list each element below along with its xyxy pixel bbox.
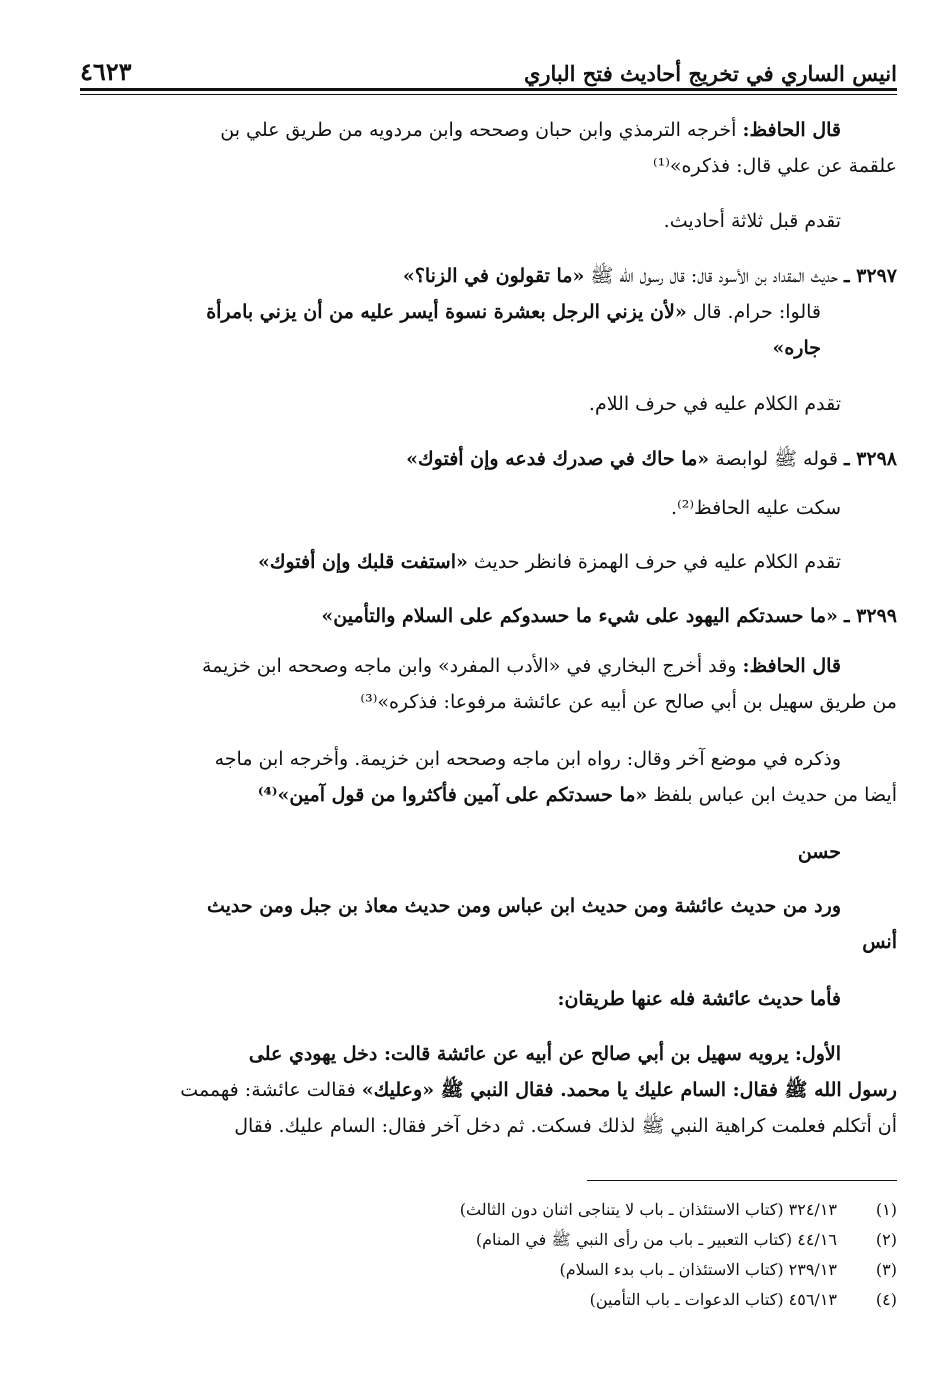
footnote-text: ٢٣٩/١٣ (كتاب الاستئذان ـ باب بدء السلام) bbox=[559, 1260, 837, 1279]
text-line: وذكره في موضع آخر وقال: رواه ابن ماجه وصححه ابن خزيمة. وأخرجه ابن ماجه bbox=[214, 748, 841, 770]
speaker-label: الأول: bbox=[794, 1043, 841, 1065]
text-line: أنس bbox=[862, 931, 897, 953]
grade-hasan bbox=[80, 834, 897, 870]
page-number: ٤٦٢٣ bbox=[80, 57, 132, 86]
hadith-quote: «ما حسدتكم على آمين فأكثروا من قول آمين»⁽⁴⁾ bbox=[257, 784, 648, 806]
hadith-quote: «ما حاك في صدرك فدعه وإن أفتوك» bbox=[406, 448, 710, 470]
paragraph-note bbox=[80, 490, 897, 526]
text-line: أخرجه الترمذي وابن حبان وصححه وابن مردويه من طريق علي بن bbox=[220, 119, 737, 141]
hadith-quote: «ما حسدتكم اليهود على شيء ما حسدوكم على السلام والتأمين» bbox=[321, 605, 838, 627]
text-line: رسول الله ﷺ فقال: السام عليك يا محمد. فقال النبي ﷺ «وعليك» bbox=[361, 1079, 897, 1101]
paragraph-dhikr bbox=[80, 741, 897, 813]
paragraph-qal-alhafiz-2 bbox=[80, 648, 897, 720]
text-line: ورد من حديث عائشة ومن حديث ابن عباس ومن حديث معاذ بن جبل ومن حديث bbox=[206, 895, 841, 917]
hadith-quote: جاره» bbox=[772, 337, 821, 359]
text-line: من طريق سهيل بن أبي صالح عن أبيه عن عائشة مرفوعا: فذكره»⁽³⁾ bbox=[360, 691, 897, 713]
footnote-number: (٢) bbox=[875, 1230, 897, 1249]
grade-label: حسن bbox=[797, 841, 841, 863]
hadith-intro: حديث المقداد بن الأسود قال: قال رسول الله ﷺ bbox=[590, 265, 838, 287]
footnote-number: (٤) bbox=[875, 1290, 897, 1309]
text-line: تقدم الكلام عليه في حرف اللام. bbox=[588, 393, 841, 415]
paragraph-note bbox=[80, 544, 897, 580]
paragraph-note bbox=[80, 203, 897, 239]
text-line: وقد أخرج البخاري في «الأدب المفرد» وابن ماجه وصححه ابن خزيمة bbox=[202, 655, 737, 677]
footnote-text: ٣٢٤/١٣ (كتاب الاستئذان ـ باب لا يتناجى اثنان دون الثالث) bbox=[459, 1200, 837, 1219]
footnote-item bbox=[80, 1255, 897, 1285]
hadith-quote: «ما تقولون في الزنا؟» bbox=[402, 265, 585, 287]
footnote-item bbox=[80, 1225, 897, 1255]
hadith-quote: «لأن يزني الرجل بعشرة نسوة أيسر عليه من أن يزني بامرأة bbox=[206, 301, 687, 323]
speaker-label: قال الحافظ: bbox=[742, 119, 841, 141]
hadith-number: ٣٢٩٧ ـ bbox=[843, 265, 897, 287]
paragraph-qal-alhafiz-1 bbox=[80, 112, 897, 184]
footnote-rule bbox=[587, 1180, 897, 1181]
hadith-3297 bbox=[80, 258, 897, 366]
book-title: انيس الساري في تخريج أحاديث فتح الباري bbox=[523, 61, 897, 86]
text-line: يرويه سهيل بن أبي صالح عن أبيه عن عائشة قالت: دخل يهودي على bbox=[248, 1043, 789, 1065]
footnotes bbox=[80, 1195, 897, 1315]
paragraph-amma bbox=[80, 981, 897, 1017]
hadith-3298 bbox=[80, 441, 897, 477]
paragraph-awwal bbox=[80, 1036, 897, 1144]
text-line: علقمة عن علي قال: فذكره»⁽¹⁾ bbox=[652, 155, 897, 177]
footnote-number: (١) bbox=[875, 1200, 897, 1219]
text-line: سكت عليه الحافظ⁽²⁾. bbox=[671, 497, 841, 519]
paragraph-warada bbox=[80, 888, 897, 960]
text-line: فقالت عائشة: فهممت bbox=[180, 1079, 356, 1101]
text-line: تقدم الكلام عليه في حرف الهمزة فانظر حديث bbox=[473, 551, 841, 573]
footnote-item bbox=[80, 1285, 897, 1315]
footnote-text: ٤٥٦/١٣ (كتاب الدعوات ـ باب التأمين) bbox=[589, 1290, 837, 1309]
text-line: قالوا: حرام. قال bbox=[692, 301, 821, 323]
text-line: أيضا من حديث ابن عباس بلفظ bbox=[653, 784, 897, 806]
paragraph-note bbox=[80, 386, 897, 422]
text-line: أن أتكلم فعلمت كراهية النبي ﷺ لذلك فسكت. ثم دخل آخر فقال: السام عليك. فقال bbox=[234, 1115, 897, 1137]
header-rule-thick bbox=[80, 88, 897, 91]
hadith-3299 bbox=[80, 598, 897, 634]
footnote-text: ٤٤/١٦ (كتاب التعبير ـ باب من رأى النبي ﷺ في المنام) bbox=[475, 1230, 837, 1249]
speaker-label: قال الحافظ: bbox=[742, 655, 841, 677]
hadith-quote: «استفت قلبك وإن أفتوك» bbox=[257, 551, 468, 573]
running-header bbox=[80, 50, 897, 86]
footnote-item bbox=[80, 1195, 897, 1225]
text-line: تقدم قبل ثلاثة أحاديث. bbox=[663, 210, 841, 232]
text-line: فأما حديث عائشة فله عنها طريقان: bbox=[557, 988, 841, 1010]
footnote-number: (٣) bbox=[875, 1260, 897, 1279]
hadith-intro: قوله ﷺ لوابصة bbox=[715, 448, 838, 470]
hadith-number: ٣٢٩٨ ـ bbox=[843, 448, 897, 470]
hadith-number: ٣٢٩٩ ـ bbox=[843, 605, 897, 627]
header-rule-thin bbox=[80, 94, 897, 95]
